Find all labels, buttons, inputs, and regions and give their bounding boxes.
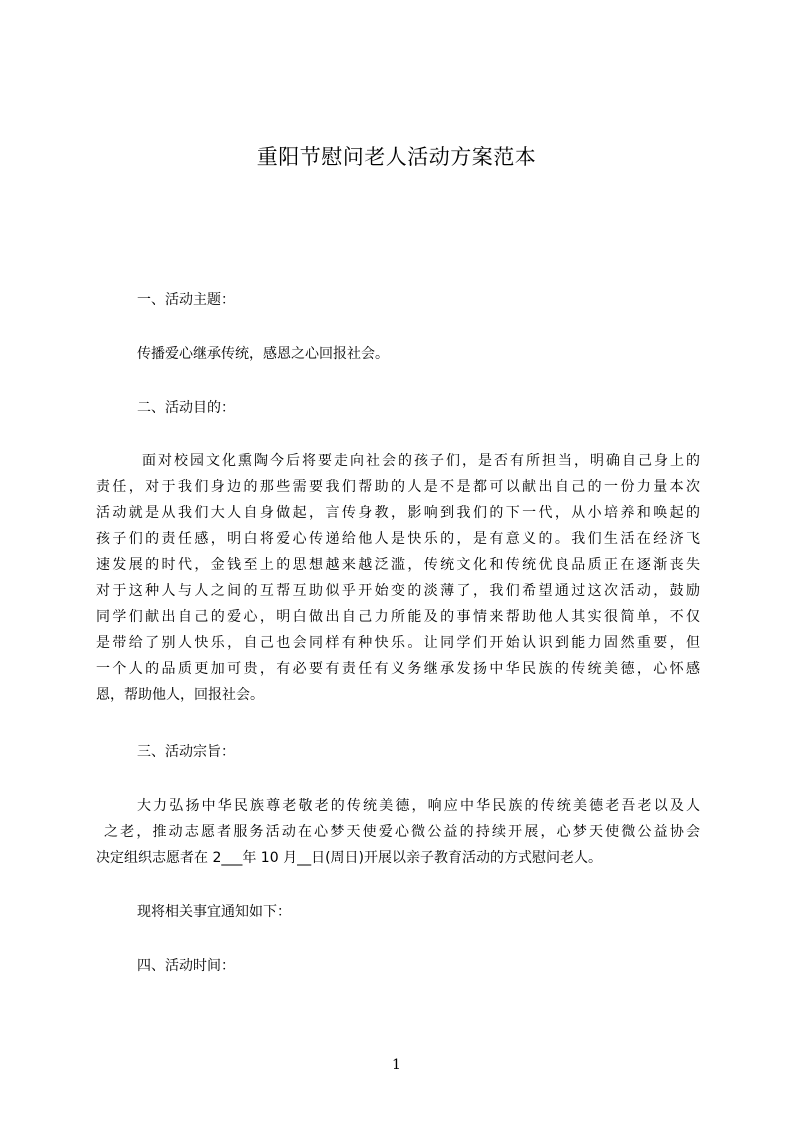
paragraph-tenet-line: 大力弘扬中华民族尊老敬老的传统美德，响应中华民族的传统美德老吾老以及人 [137, 798, 700, 814]
paragraph-purpose-line: 同学们献出自己的爱心，明白做出自己力所能及的事情来帮助他人其实很简单，不仅 [96, 609, 700, 625]
paragraph-tenet-line: 决定组织志愿者在 2___年 10 月__日(周日)开展以亲子教育活动的方式慰问老人。 [96, 850, 602, 866]
document-title: 重阳节慰问老人活动方案范本 [256, 145, 537, 169]
paragraph-purpose-line: 面对校园文化熏陶今后将要走向社会的孩子们，是否有所担当，明确自己身上的 [142, 453, 700, 469]
paragraph-theme: 传播爱心继承传统，感恩之心回报社会。 [137, 346, 389, 362]
paragraph-purpose-line: 一个人的品质更加可贵，有必要有责任有义务继承发扬中华民族的传统美德，心怀感 [96, 661, 700, 677]
paragraph-purpose-line: 速发展的时代，金钱至上的思想越来越泛滥，传统文化和传统优良品质正在逐渐丧失 [96, 557, 700, 573]
paragraph-purpose-line: 孩子们的责任感，明白将爱心传递给他人是快乐的，是有意义的。我们生活在经济飞 [96, 531, 700, 547]
section-heading-time: 四、活动时间： [137, 958, 235, 974]
paragraph-purpose-line: 是带给了别人快乐，自己也会同样有种快乐。让同学们开始认识到能力固然重要，但 [96, 635, 700, 651]
paragraph-tenet-line: 之老，推动志愿者服务活动在心梦天使爱心微公益的持续开展，心梦天使微公益协会 [104, 824, 700, 840]
section-heading-purpose: 二、活动目的： [137, 400, 235, 416]
page-number: 1 [392, 1057, 401, 1073]
paragraph-purpose-line: 活动就是从我们大人自身做起，言传身教，影响到我们的下一代，从小培养和唤起的 [96, 505, 700, 521]
section-heading-theme: 一、活动主题： [137, 292, 235, 308]
section-heading-tenet: 三、活动宗旨： [137, 744, 235, 760]
paragraph-purpose-line: 责任，对于我们身边的那些需要我们帮助的人是不是都可以献出自己的一份力量本次 [96, 479, 700, 495]
paragraph-purpose-line: 恩，帮助他人，回报社会。 [96, 687, 264, 703]
paragraph-notice: 现将相关事宜通知如下： [137, 904, 291, 920]
paragraph-purpose-line: 对于这种人与人之间的互帮互助似乎开始变的淡薄了，我们希望通过这次活动，鼓励 [96, 583, 700, 599]
